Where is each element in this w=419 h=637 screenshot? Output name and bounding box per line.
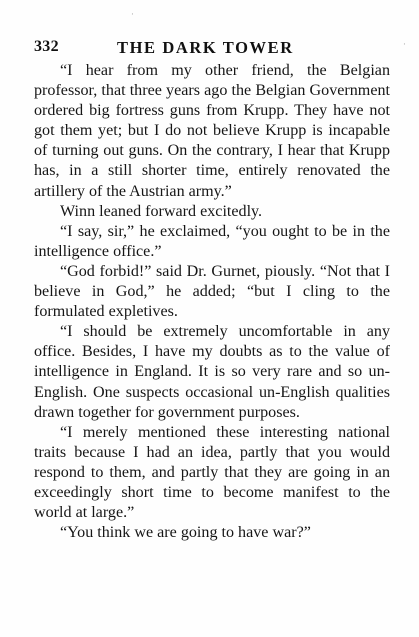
paragraph: “I merely mentioned these interesting national traits because I had an idea, partly that you would respond to them, and partly that they are going in an exceedingly short time to become manifest to the world at large.” (34, 423, 390, 522)
running-head: THE DARK TOWER (117, 38, 294, 57)
body-text (34, 61, 390, 543)
paragraph: “God forbid!” said Dr. Gurnet, piously. “Not that I believe in God,” he added; “but I cling to the formulated expletives. (34, 262, 390, 321)
scan-speck: · (131, 10, 134, 20)
paragraph: Winn leaned forward excitedly. (60, 202, 263, 220)
paragraph: “I say, sir,” he exclaimed, “you ought to be in the intelligence office.” (34, 222, 390, 260)
page-header (34, 38, 394, 60)
paragraph: “I hear from my other friend, the Belgian professor, that three years ago the Belgian Government ordered big fortress guns from Krupp. They have not got them yet; but I do not believe Krupp is incapable of turning out guns. On the contrary, I hear that Krupp has, in a still shorter time, entirely renovated the artillery of the Austrian army.” (34, 62, 390, 200)
paragraph: “I should be extremely uncomfortable in any office. Besides, I have my doubts as to the value of intelligence in England. It is so very rare and so un-English. One suspects occasional un-English qualities drawn together for government purposes. (34, 323, 390, 421)
paragraph: “You think we are going to have war?” (60, 524, 311, 542)
page-number: 332 (34, 38, 59, 55)
scan-speck: · (403, 40, 406, 50)
